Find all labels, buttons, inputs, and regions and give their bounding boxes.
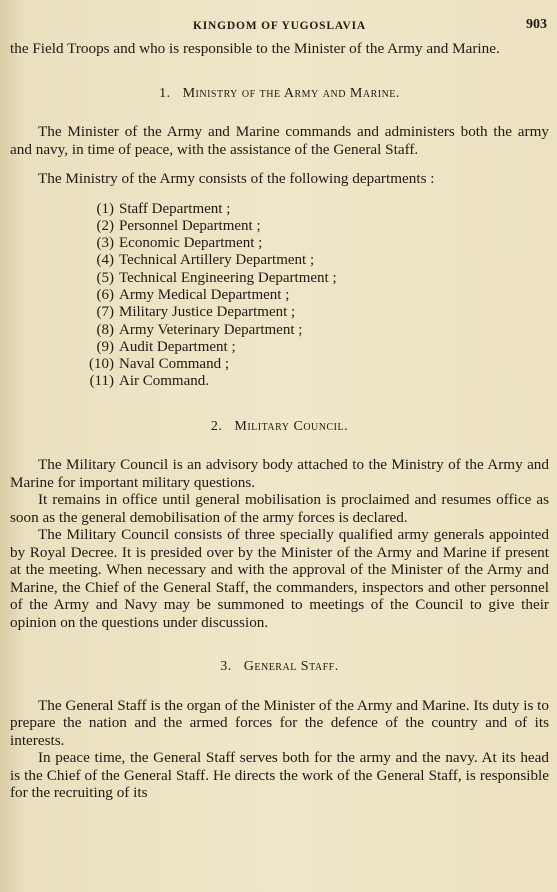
page-header	[10, 16, 549, 34]
department-number: (6)	[96, 286, 114, 303]
intro-paragraph: the Field Troops and who is responsible to the Minister of the Army and Marine.	[10, 40, 500, 57]
department-number: (2)	[96, 217, 114, 234]
department-item	[86, 373, 549, 390]
department-label: Army Veterinary Department ;	[119, 321, 303, 338]
department-label: Personnel Department ;	[119, 217, 261, 234]
department-item	[86, 270, 549, 287]
department-label: Military Justice Department ;	[119, 304, 296, 321]
department-label: Staff Department ;	[119, 200, 231, 217]
section-1-title: Ministry of the Army and Marine.	[182, 85, 400, 101]
section-2-paragraph-3: The Military Council consists of three specially qualified army generals appointed by Royal Decree. It is presided over by the Minister of the Army and Marine if present at the meeting. When necessary and with the approval of the Minister of the Army and Marine, the Chief of the General Staff, the commanders, inspectors and other personnel of the Army and Navy may be summoned to meetings of the Council to give their opinion on the questions under discussion.	[10, 526, 549, 631]
section-2-paragraph-2: It remains in office until general mobilisation is proclaimed and resumes office as soon as the general demobilisation of the army forces is declared.	[10, 491, 549, 526]
department-item	[86, 235, 549, 252]
section-3-paragraph-2: In peace time, the General Staff serves both for the army and the navy. At its head is the Chief of the General Staff. He directs the work of the General Staff, is responsible for the recruiting of its	[10, 749, 549, 802]
running-head: KINGDOM OF YUGOSLAVIA	[193, 20, 366, 32]
department-item	[86, 287, 549, 304]
department-number: (8)	[96, 321, 114, 338]
department-item	[86, 322, 549, 339]
department-label: Economic Department ;	[119, 235, 263, 252]
section-1-number: 1.	[159, 85, 171, 101]
department-number: (11)	[89, 373, 114, 390]
department-number: (5)	[96, 269, 114, 286]
department-item	[86, 356, 549, 373]
section-1-paragraph-1: The Minister of the Army and Marine commands and administers both the army and navy, in time of peace, with the assistance of the General Staff.	[10, 123, 549, 158]
section-3-paragraph-1: The General Staff is the organ of the Minister of the Army and Marine. Its duty is to prepare the nation and the armed forces for the defence of the country and of its interests.	[10, 696, 549, 749]
section-2-paragraph-1: The Military Council is an advisory body attached to the Ministry of the Army and Marine for important military questions.	[10, 456, 549, 491]
section-3-number: 3.	[220, 659, 232, 675]
section-2-number: 2.	[210, 418, 223, 434]
department-label: Army Medical Department ;	[119, 286, 290, 303]
department-list	[10, 201, 549, 391]
page-number: 903	[526, 17, 547, 32]
department-label: Air Command.	[119, 373, 209, 390]
department-number: (1)	[96, 200, 114, 217]
section-3-heading	[10, 658, 549, 676]
department-number: (3)	[96, 235, 114, 252]
department-item	[86, 201, 549, 218]
department-label: Technical Artillery Department ;	[119, 252, 315, 269]
department-item	[86, 218, 549, 235]
department-item	[86, 304, 549, 321]
section-3-title: General Staff.	[243, 659, 339, 675]
department-item	[86, 252, 549, 269]
department-number: (7)	[96, 304, 114, 321]
department-label: Naval Command ;	[119, 356, 229, 373]
section-1-heading	[10, 85, 549, 103]
department-number: (4)	[96, 252, 114, 269]
section-2-heading	[10, 418, 549, 436]
department-number: (10)	[89, 356, 114, 373]
section-1-paragraph-2: The Ministry of the Army consists of the following departments :	[38, 170, 435, 187]
department-number: (9)	[96, 338, 114, 355]
department-item	[86, 339, 549, 356]
department-label: Audit Department ;	[119, 338, 236, 355]
section-2-title: Military Council.	[234, 418, 349, 434]
department-label: Technical Engineering Department ;	[119, 269, 337, 286]
